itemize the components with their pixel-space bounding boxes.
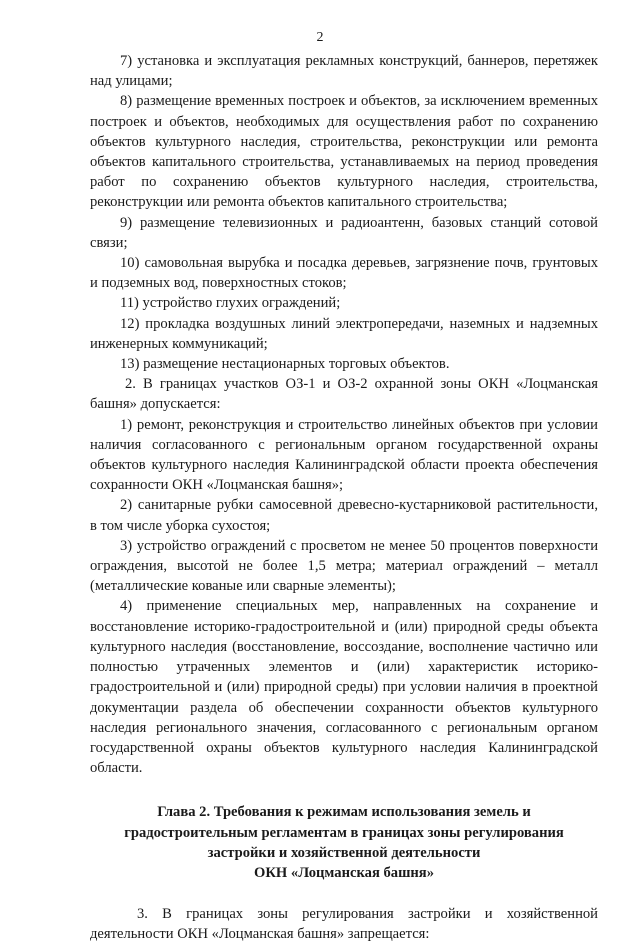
chapter-heading-line-1: Глава 2. Требования к режимам использования земель и (157, 804, 531, 821)
section-3-intro: 3. В границах зоны регулирования застройки и хозяйственной деятельности ОКН «Лоцманская башня» запрещается: (90, 906, 598, 943)
chapter-heading-line-2: градостроительным регламентам в границах зоны регулирования (124, 824, 564, 841)
list-item-8: 8) размещение временных построек и объектов, за исключением временных построек и объектов, необходимых для осуществления работ по сохранению объектов культурного наследия, строительства, реконструкции или ремонта объектов капитального строительства, устанавливаемых на период проведения работ по сохранению объектов культурного наследия, строительства, реконструкции или ремонта объектов капитального строительства; (90, 93, 598, 211)
section-2-item-1: 1) ремонт, реконструкция и строительство линейных объектов при условии наличия согласованного с региональным органом государственной охраны объектов культурного наследия Калининградской области проекта обеспечения сохранности ОКН «Лоцманская башня»; (90, 416, 598, 494)
chapter-heading-line-4: ОКН «Лоцманская башня» (253, 864, 434, 881)
section-2-intro: 2. В границах участков ОЗ-1 и ОЗ-2 охранной зоны ОКН «Лоцманская башня» допускается: (90, 376, 598, 413)
chapter-heading-line-3: застройки и хозяйственной деятельности (207, 844, 481, 861)
document-body (90, 51, 598, 945)
list-item-11: 11) устройство глухих ограждений; (120, 295, 341, 312)
list-item-13: 13) размещение нестационарных торговых объектов. (120, 356, 450, 373)
list-item-7: 7) установка и эксплуатация рекламных конструкций, баннеров, перетяжек над улицами; (90, 53, 598, 90)
section-2-item-2: 2) санитарные рубки самосевной древесно-кустарниковой растительности, в том числе уборка сухостоя; (90, 497, 598, 534)
section-2-item-3: 3) устройство ограждений с просветом не менее 50 процентов поверхности ограждения, высотой не более 1,5 метра; материал ограждений – металл (металлические кованые или сварные элементы); (90, 537, 598, 595)
list-item-12: 12) прокладка воздушных линий электропередачи, наземных и надземных инженерных коммуникаций; (90, 315, 598, 352)
list-item-9: 9) размещение телевизионных и радиоантенн, базовых станций сотовой связи; (90, 214, 598, 251)
section-2-item-4: 4) применение специальных мер, направленных на сохранение и восстановление историко-градостроительной и (или) природной среды объекта культурного наследия (восстановление, воссоздание, восполнение частично или полностью утраченных элементов и (или) характеристик историко-градостроительной и (или) природной среды) при условии наличия в проектной документации раздела об обеспечении сохранности объектов культурного наследия регионального значения, согласованного с региональным органом государственной охраны объектов культурного наследия Калининградской области. (90, 598, 598, 777)
page-number: 2 (316, 30, 324, 45)
chapter-heading (90, 802, 598, 883)
list-item-10: 10) самовольная вырубка и посадка деревьев, загрязнение почв, грунтовых и подземных вод, поверхностных стоков; (90, 255, 598, 292)
